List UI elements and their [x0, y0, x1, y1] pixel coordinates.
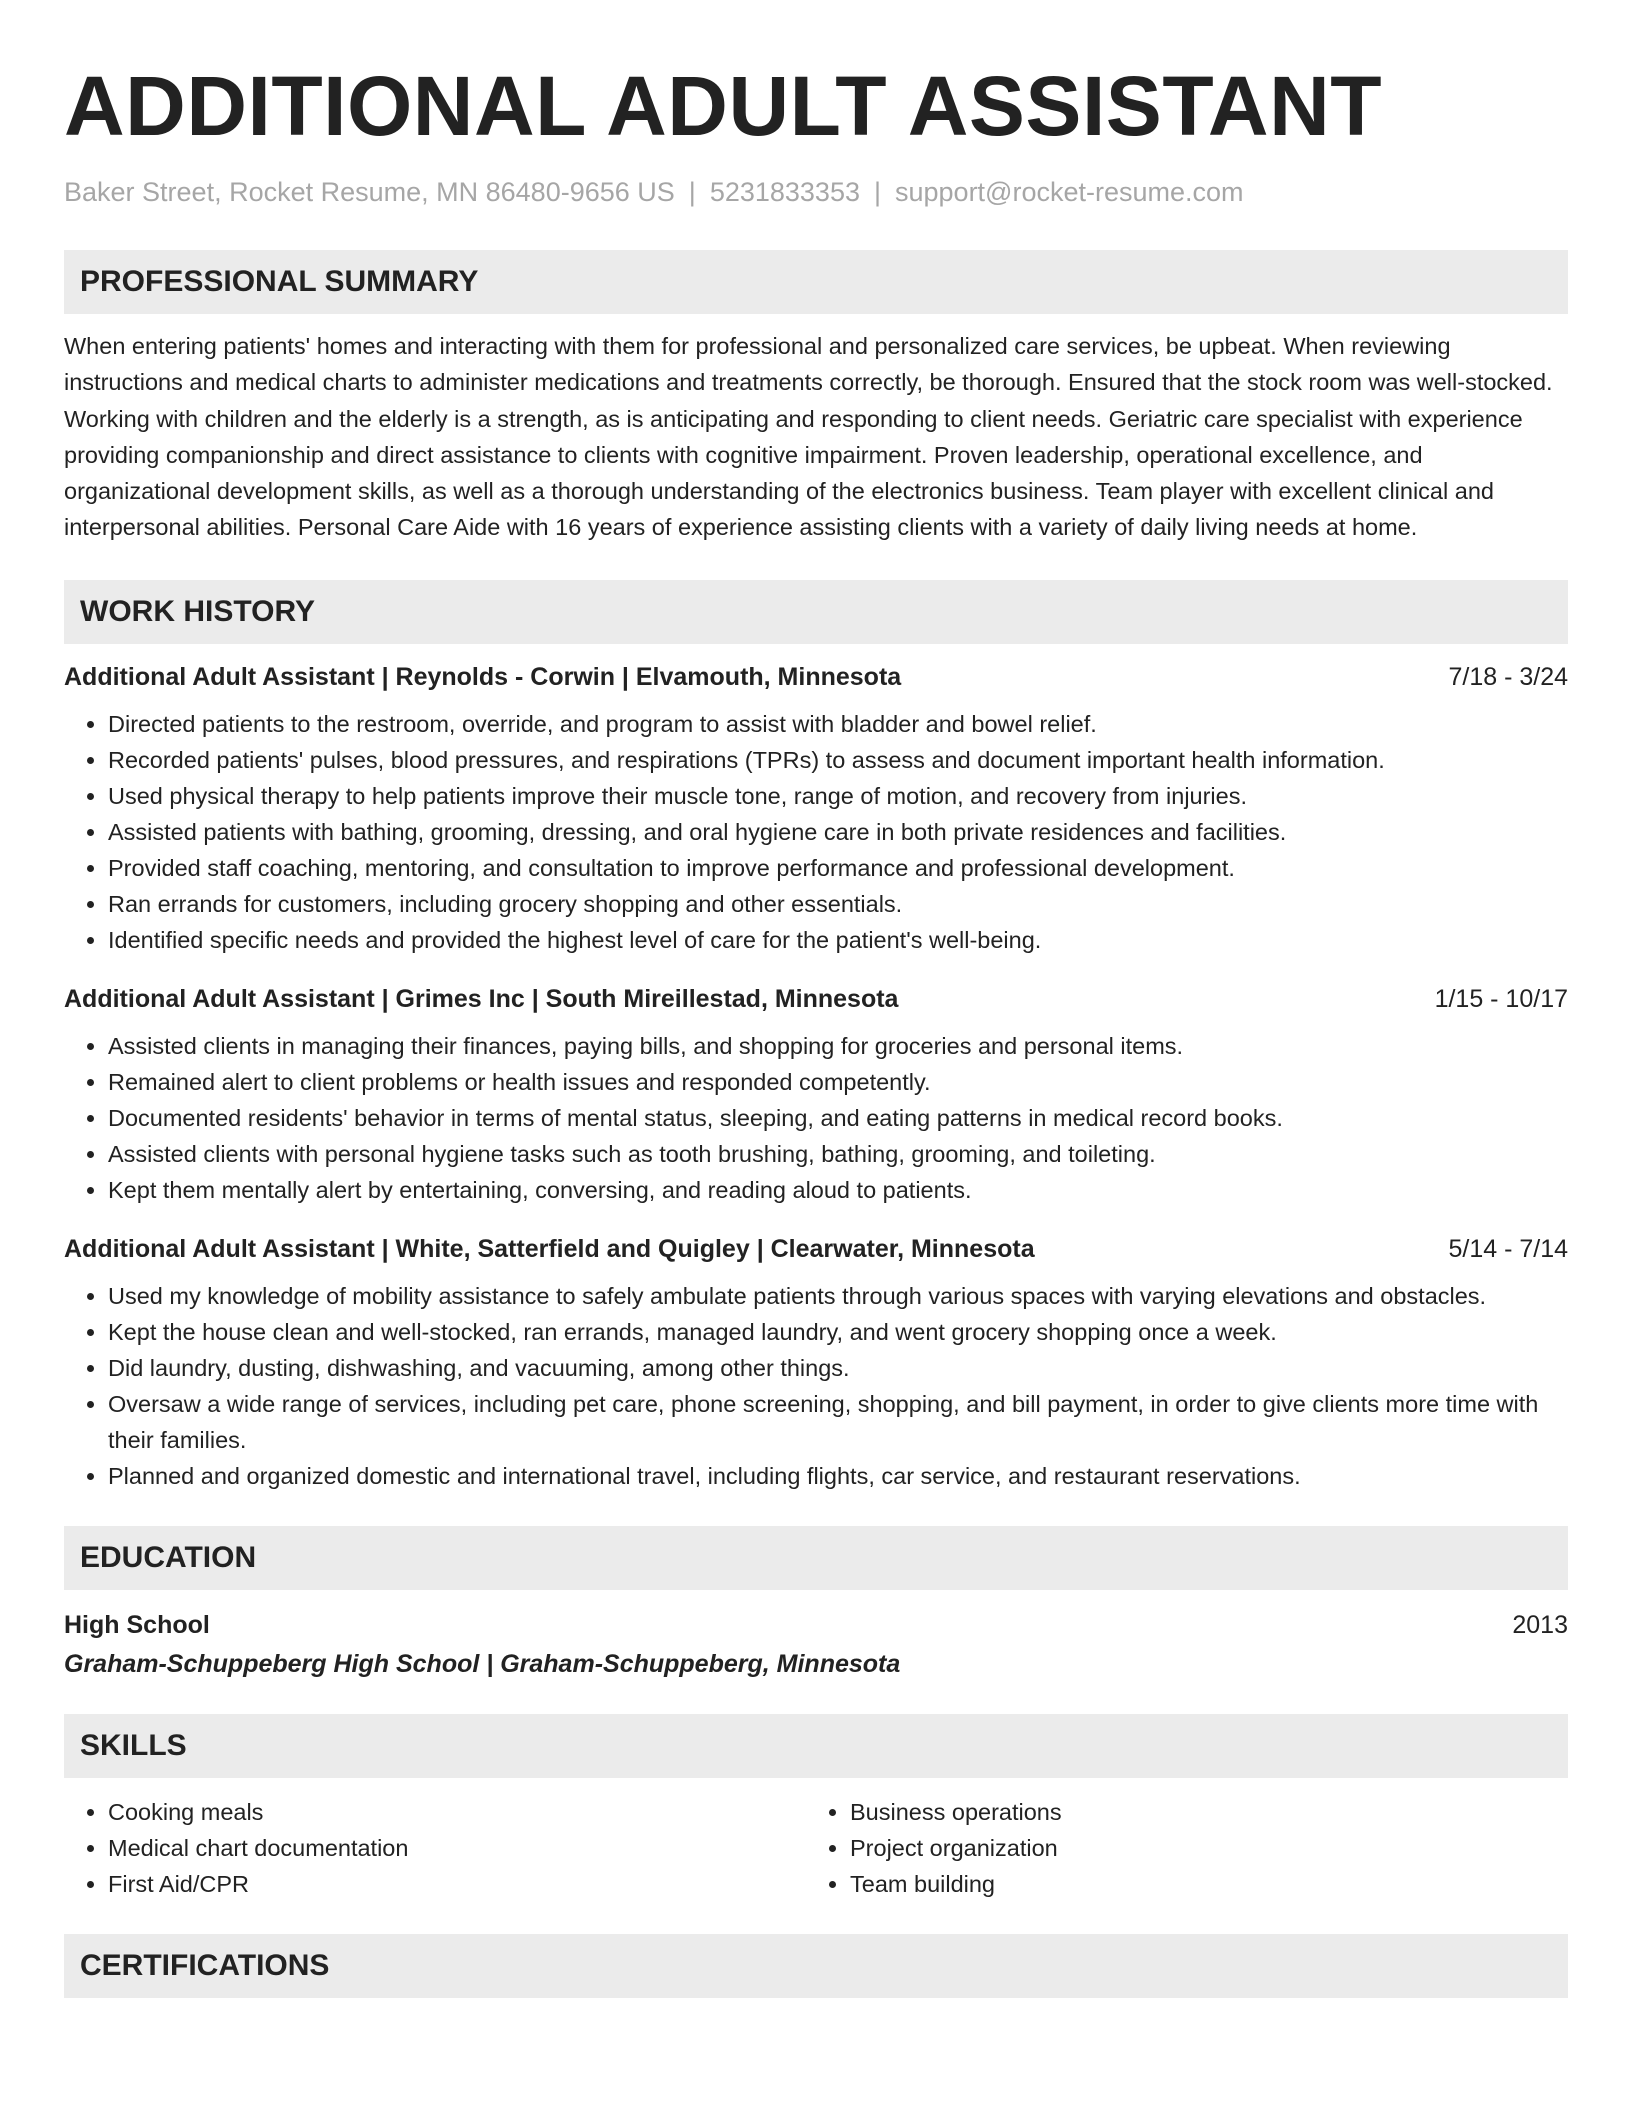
- list-item: • Remained alert to client problems or health issues and responded competently.: [108, 1064, 1568, 1100]
- job-entry: [64, 980, 1568, 1208]
- list-item: • Assisted clients with personal hygiene tasks such as tooth brushing, bathing, grooming, and toileting.: [108, 1136, 1568, 1172]
- list-item: • Provided staff coaching, mentoring, and consultation to improve performance and professional development.: [108, 850, 1568, 886]
- list-item: • Did laundry, dusting, dishwashing, and vacuuming, among other things.: [108, 1350, 1568, 1386]
- education-year: 2013: [1512, 1610, 1568, 1639]
- skills-columns: [64, 1778, 1568, 1902]
- job-heading: Additional Adult Assistant | Grimes Inc | South Mireillestad, Minnesota: [64, 984, 899, 1013]
- contact-address: Baker Street, Rocket Resume, MN 86480-9656 US: [64, 177, 675, 207]
- candidate-name: ADDITIONAL ADULT ASSISTANT: [64, 59, 1383, 153]
- work-history-header: WORK HISTORY: [64, 580, 1568, 644]
- list-item: • Planned and organized domestic and international travel, including flights, car service, and restaurant reservations.: [108, 1458, 1568, 1494]
- education-school: Graham-Schuppeberg High School | Graham-Schuppeberg, Minnesota: [64, 1649, 901, 1678]
- list-item: • Used my knowledge of mobility assistance to safely ambulate patients through various spaces with varying elevations and obstacles.: [108, 1278, 1568, 1314]
- job-entry: [64, 658, 1568, 958]
- education-section: [64, 1526, 1568, 1684]
- certifications-header: CERTIFICATIONS: [64, 1934, 1568, 1998]
- contact-line: [64, 172, 1568, 212]
- list-item: • Assisted clients in managing their finances, paying bills, and shopping for groceries and personal items.: [108, 1028, 1568, 1064]
- job-entry: [64, 1230, 1568, 1494]
- list-item: • Directed patients to the restroom, override, and program to assist with bladder and bowel relief.: [108, 706, 1568, 742]
- list-item: • Business operations: [850, 1794, 1558, 1830]
- list-item: • Cooking meals: [108, 1794, 806, 1830]
- list-item: • Project organization: [850, 1830, 1558, 1866]
- list-item: • Recorded patients' pulses, blood pressures, and respirations (TPRs) to assess and document important health information.: [108, 742, 1568, 778]
- job-heading-row: [64, 658, 1568, 696]
- job-dates: 5/14 - 7/14: [1448, 1234, 1568, 1263]
- summary-header: PROFESSIONAL SUMMARY: [64, 250, 1568, 314]
- skills-list-left: [64, 1794, 806, 1902]
- contact-phone: 5231833353: [709, 177, 860, 207]
- contact-email[interactable]: support@rocket-resume.com: [895, 177, 1244, 207]
- skills-section: [64, 1714, 1568, 1902]
- education-header: EDUCATION: [64, 1526, 1568, 1590]
- list-item: • Used physical therapy to help patients improve their muscle tone, range of motion, and recovery from injuries.: [108, 778, 1568, 814]
- list-item: • Ran errands for customers, including grocery shopping and other essentials.: [108, 886, 1568, 922]
- list-item: • Identified specific needs and provided the highest level of care for the patient's well-being.: [108, 922, 1568, 958]
- education-degree: High School: [64, 1610, 210, 1639]
- list-item: • Kept the house clean and well-stocked, ran errands, managed laundry, and went grocery shopping once a week.: [108, 1314, 1568, 1350]
- education-row: [64, 1606, 1568, 1644]
- job-dates: 7/18 - 3/24: [1448, 662, 1568, 691]
- job-dates: 1/15 - 10/17: [1434, 984, 1568, 1013]
- contact-separator: |: [873, 177, 881, 207]
- summary-section: [64, 250, 1568, 546]
- summary-text: When entering patients' homes and interacting with them for professional and personalized care services, be upbeat. When reviewing instructions and medical charts to administer medications and treatments correctly, be thorough. Ensured that the stock room was well-stocked. Working with children and the elderly is a strength, as is anticipating and responding to client needs. Geriatric care specialist with experience providing companionship and direct assistance to clients with cognitive impairment. Proven leadership, operational excellence, and organizational development skills, as well as a thorough understanding of the electronics business. Team player with excellent clinical and interpersonal abilities. Personal Care Aide with 16 years of experience assisting clients with a variety of daily living needs at home.: [64, 333, 1553, 541]
- skills-header: SKILLS: [64, 1714, 1568, 1778]
- job-heading: Additional Adult Assistant | White, Satterfield and Quigley | Clearwater, Minnesota: [64, 1234, 1035, 1263]
- work-history-section: [64, 580, 1568, 1494]
- list-item: • Oversaw a wide range of services, including pet care, phone screening, shopping, and bill payment, in order to give clients more time with their families.: [108, 1386, 1568, 1458]
- list-item: • Documented residents' behavior in terms of mental status, sleeping, and eating patterns in medical record books.: [108, 1100, 1568, 1136]
- certifications-section: [64, 1934, 1568, 1998]
- list-item: • Kept them mentally alert by entertaining, conversing, and reading aloud to patients.: [108, 1172, 1568, 1208]
- job-heading-row: [64, 980, 1568, 1018]
- list-item: • Medical chart documentation: [108, 1830, 806, 1866]
- list-item: • Team building: [850, 1866, 1558, 1902]
- contact-separator: |: [688, 177, 696, 207]
- skills-list-right: [806, 1794, 1558, 1902]
- job-bullets: [64, 1278, 1568, 1494]
- job-bullets: [64, 706, 1568, 958]
- list-item: • Assisted patients with bathing, grooming, dressing, and oral hygiene care in both private residences and facilities.: [108, 814, 1568, 850]
- job-bullets: [64, 1028, 1568, 1208]
- list-item: • First Aid/CPR: [108, 1866, 806, 1902]
- job-heading: Additional Adult Assistant | Reynolds - Corwin | Elvamouth, Minnesota: [64, 662, 902, 691]
- job-heading-row: [64, 1230, 1568, 1268]
